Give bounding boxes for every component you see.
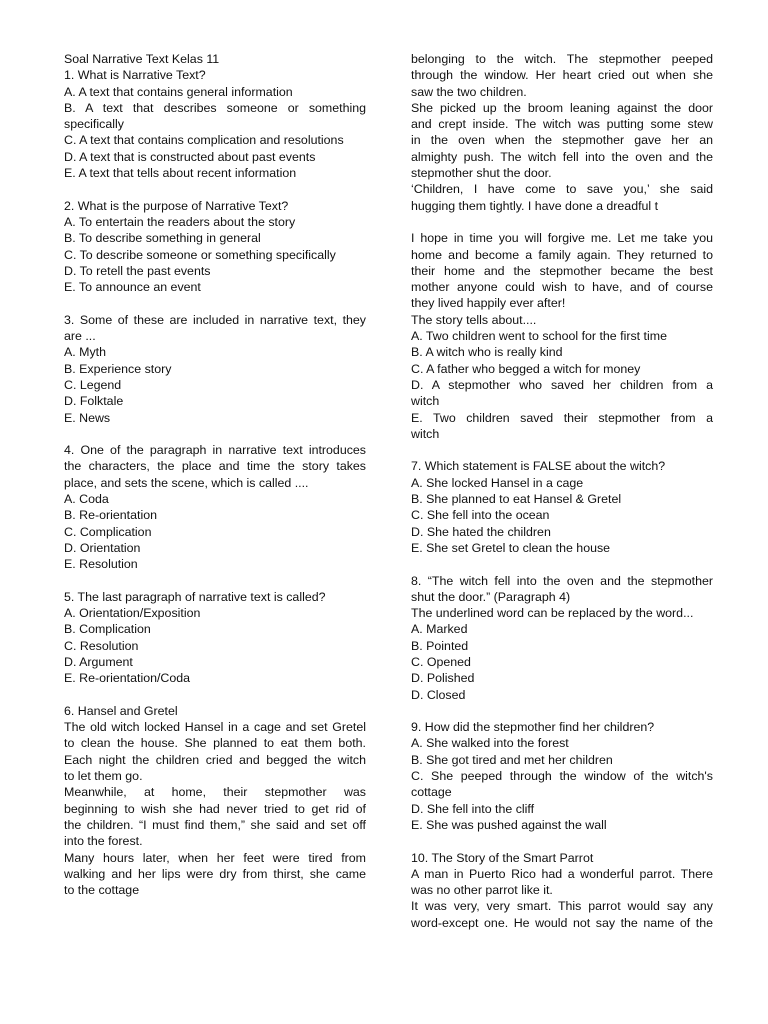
text-line: 2. What is the purpose of Narrative Text? bbox=[64, 198, 289, 213]
blank-line bbox=[411, 214, 713, 230]
text-line: B. Complication bbox=[64, 622, 151, 637]
text-line: C. Resolution bbox=[64, 638, 139, 653]
text-line: 1. What is Narrative Text? bbox=[64, 68, 206, 83]
blank-line bbox=[64, 181, 366, 197]
text-line: B. She got tired and met her children bbox=[411, 752, 613, 767]
blank-line bbox=[411, 703, 713, 719]
text-line: almighty push. The witch fell into the oven and the bbox=[411, 149, 713, 164]
text-line: A. Myth bbox=[64, 345, 106, 360]
text-line: E. News bbox=[64, 410, 111, 425]
text-line: specifically bbox=[64, 117, 124, 132]
text-line: 9. How did the stepmother find her children? bbox=[411, 720, 655, 735]
text-line: E. Re-orientation/Coda bbox=[64, 671, 191, 686]
text-line: It was very, very smart. This parrot would say any bbox=[411, 899, 713, 914]
text-line: A. Marked bbox=[411, 622, 468, 637]
text-line: into the forest. bbox=[64, 834, 143, 849]
text-line: E. She was pushed against the wall bbox=[411, 817, 607, 832]
text-line: Many hours later, when her feet were tired from bbox=[64, 850, 366, 865]
text-line: word-except one. He would not say the name of the bbox=[411, 915, 713, 930]
text-line: E. A text that tells about recent information bbox=[64, 166, 297, 181]
text-line: B. Re-orientation bbox=[64, 508, 157, 523]
text-line: their home and the stepmother became the best bbox=[411, 263, 713, 278]
blank-line bbox=[64, 687, 366, 703]
text-line: A. Two children went to school for the first time bbox=[411, 329, 667, 344]
text-line: are ... bbox=[64, 329, 96, 344]
text-line: place, and sets the scene, which is called .... bbox=[64, 475, 309, 490]
text-line: E. Resolution bbox=[64, 557, 138, 572]
text-line: C. To describe someone or something specifically bbox=[64, 247, 336, 262]
text-line: D. To retell the past events bbox=[64, 263, 211, 278]
text-line: 5. The last paragraph of narrative text is called? bbox=[64, 589, 326, 604]
text-line: cottage bbox=[411, 785, 452, 800]
text-line: and crept inside. The witch was putting some stew bbox=[411, 117, 713, 132]
text-line: 8. “The witch fell into the oven and the stepmother bbox=[411, 573, 713, 588]
text-line: the children. “I must find them,” she said and set off bbox=[64, 817, 366, 832]
blank-line bbox=[64, 295, 366, 311]
text-line: E. She set Gretel to clean the house bbox=[411, 540, 611, 555]
text-line: D. Orientation bbox=[64, 540, 141, 555]
text-line: I hope in time you will forgive me. Let me take you bbox=[411, 231, 713, 246]
text-line: B. Pointed bbox=[411, 638, 469, 653]
text-line: A. Coda bbox=[64, 492, 109, 507]
text-line: A. To entertain the readers about the story bbox=[64, 214, 296, 229]
text-line: in the oven when the stepmother gave her an bbox=[411, 133, 713, 148]
text-line: 4. One of the paragraph in narrative text introduces bbox=[64, 443, 366, 458]
text-line: A. She locked Hansel in a cage bbox=[411, 475, 584, 490]
text-line: C. A father who begged a witch for money bbox=[411, 361, 641, 376]
text-line: A. Orientation/Exposition bbox=[64, 606, 201, 621]
text-line: to clean the house. She planned to eat them both. bbox=[64, 736, 366, 751]
text-line: B. To describe something in general bbox=[64, 231, 261, 246]
text-line: The old witch locked Hansel in a cage and set Gretel bbox=[64, 720, 366, 735]
left-column bbox=[64, 51, 366, 898]
blank-line bbox=[64, 573, 366, 589]
text-line: the characters, the place and time the story takes bbox=[64, 459, 366, 474]
right-column bbox=[411, 51, 713, 931]
text-line: D. A stepmother who saved her children from a bbox=[411, 377, 713, 392]
text-line: A. A text that contains general information bbox=[64, 84, 293, 99]
text-line: was no other parrot like it. bbox=[411, 883, 553, 898]
text-line: C. A text that contains complication and resolutions bbox=[64, 133, 344, 148]
text-line: home and become a family again. They returned to bbox=[411, 247, 713, 262]
text-line: The story tells about.... bbox=[411, 312, 537, 327]
text-line: ‘Children, I have come to save you,’ she said bbox=[411, 182, 713, 197]
text-line: saw the two children. bbox=[411, 84, 527, 99]
text-line: Meanwhile, at home, their stepmother was bbox=[64, 785, 366, 800]
text-line: D. Folktale bbox=[64, 394, 124, 409]
blank-line bbox=[411, 556, 713, 572]
text-line: Each night the children cried and begged the witch bbox=[64, 752, 366, 767]
text-line: walking and her lips were dry from thirst, she came bbox=[64, 866, 366, 881]
text-line: mother anyone could wish to have, and of course bbox=[411, 280, 713, 295]
text-line: witch bbox=[411, 394, 440, 409]
text-line: E. To announce an event bbox=[64, 280, 201, 295]
text-line: beginning to wish she had never tried to get rid of bbox=[64, 801, 366, 816]
text-line: C. She peeped through the window of the witch's bbox=[411, 769, 713, 784]
text-line: shut the door.” (Paragraph 4) bbox=[411, 589, 571, 604]
text-line: belonging to the witch. The stepmother peeped bbox=[411, 52, 713, 66]
text-line: they lived happily ever after! bbox=[411, 296, 566, 311]
text-line: Soal Narrative Text Kelas 11 bbox=[64, 52, 220, 66]
text-line: D. Polished bbox=[411, 671, 475, 686]
text-line: B. A witch who is really kind bbox=[411, 345, 563, 360]
blank-line bbox=[411, 442, 713, 458]
text-line: A man in Puerto Rico had a wonderful parrot. There bbox=[411, 866, 713, 881]
text-line: 7. Which statement is FALSE about the witch? bbox=[411, 459, 666, 474]
text-line: B. She planned to eat Hansel & Gretel bbox=[411, 492, 622, 507]
text-line: hugging them tightly. I have done a dreadful t bbox=[411, 198, 659, 213]
text-line: She picked up the broom leaning against the door bbox=[411, 100, 713, 115]
text-line: E. Two children saved their stepmother from a bbox=[411, 410, 713, 425]
text-line: B. A text that describes someone or something bbox=[64, 100, 366, 115]
text-line: C. Legend bbox=[64, 377, 122, 392]
text-line: witch bbox=[411, 426, 440, 441]
text-line: C. Opened bbox=[411, 654, 471, 669]
text-line: 10. The Story of the Smart Parrot bbox=[411, 850, 594, 865]
text-line: D. Argument bbox=[64, 654, 133, 669]
text-line: D. She fell into the cliff bbox=[411, 801, 535, 816]
text-line: to the cottage bbox=[64, 883, 140, 898]
blank-line bbox=[64, 426, 366, 442]
text-line: D. Closed bbox=[411, 687, 466, 702]
text-line: 3. Some of these are included in narrative text, they bbox=[64, 312, 366, 327]
text-line: The underlined word can be replaced by the word... bbox=[411, 606, 694, 621]
text-line: 6. Hansel and Gretel bbox=[64, 703, 178, 718]
text-line: D. She hated the children bbox=[411, 524, 551, 539]
blank-line bbox=[411, 833, 713, 849]
text-line: A. She walked into the forest bbox=[411, 736, 569, 751]
text-line: through the window. Her heart cried out when she bbox=[411, 68, 713, 83]
text-line: D. A text that is constructed about past events bbox=[64, 149, 316, 164]
text-line: B. Experience story bbox=[64, 361, 172, 376]
text-line: C. She fell into the ocean bbox=[411, 508, 550, 523]
text-line: to let them go. bbox=[64, 769, 143, 784]
text-line: C. Complication bbox=[64, 524, 152, 539]
text-line: stepmother shut the door. bbox=[411, 166, 552, 181]
